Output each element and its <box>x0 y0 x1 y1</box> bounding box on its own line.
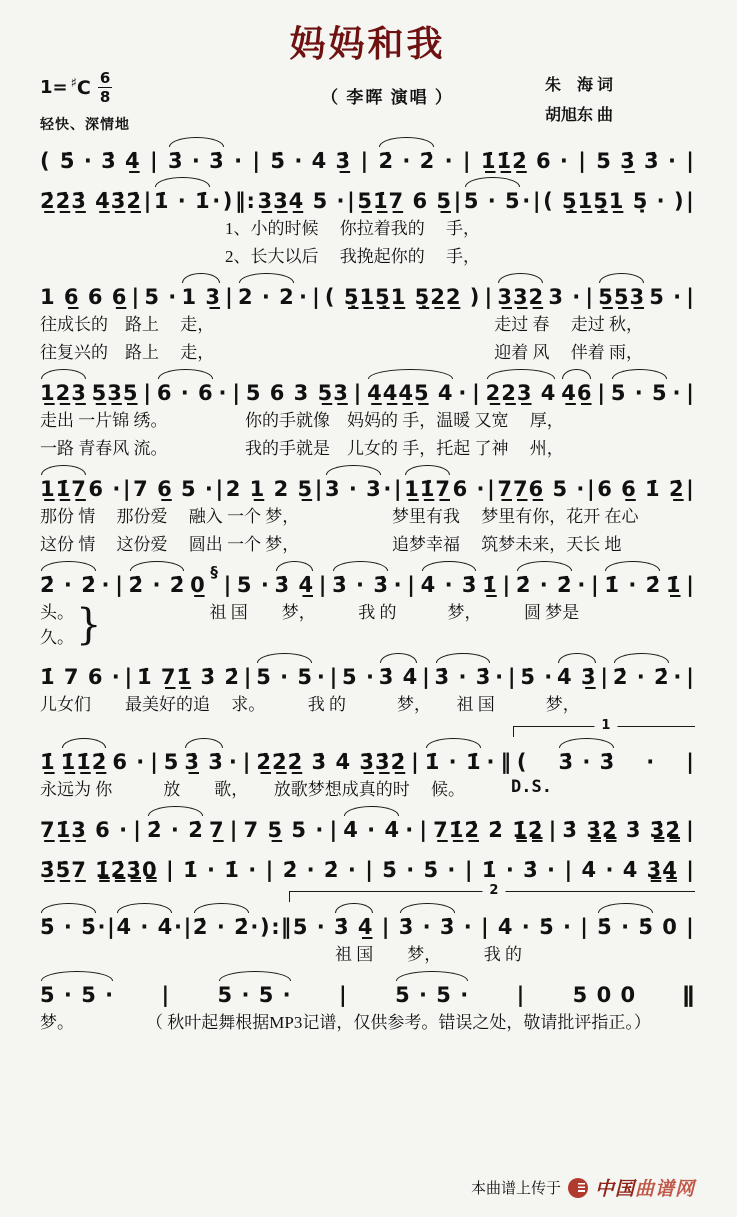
note-group: 3̲3̲2̲ <box>497 285 545 309</box>
barline: | <box>252 149 262 173</box>
note-group: 7̲7̲6̲ 5 · <box>497 477 586 501</box>
lyric-chunk: 往复兴的 路上 走， <box>40 343 215 362</box>
note-group: 1 3̲ <box>181 285 221 309</box>
barline: | <box>411 750 420 774</box>
barline: | <box>462 149 472 173</box>
note-group: · <box>458 381 468 405</box>
note-group: · <box>495 665 505 689</box>
lyric-chunk: 祖 国 梦， 我 的 梦， 圆 梦是 <box>209 603 580 622</box>
note-group: · <box>383 477 393 501</box>
lyricist-credit: 朱 海 词 <box>545 77 614 94</box>
barline: | <box>265 858 275 882</box>
site-footer <box>471 1174 695 1201</box>
lyrics-line <box>40 532 695 558</box>
note-group: 4̇ · 4̇ <box>343 818 401 842</box>
lyrics-line: 儿女们 最美好的追 求。 我 的 梦， 祖 国 梦， <box>40 695 580 714</box>
note-group: 0 <box>662 915 678 939</box>
barline: | <box>339 983 348 1007</box>
note-group: 6 · <box>452 477 486 501</box>
barline: | <box>223 573 233 597</box>
note-group: :‖ <box>271 915 293 939</box>
note-group: 5 · <box>144 285 178 309</box>
note-group: · <box>463 915 473 939</box>
note-group: 7̲ <box>208 818 225 842</box>
barline: | <box>422 665 431 689</box>
lyrics-line <box>40 777 695 803</box>
music-line-2 <box>40 174 695 214</box>
lyric-chunk: 走过 春 走过 秋， <box>494 315 643 334</box>
barline: | <box>591 573 600 597</box>
barline: | <box>360 149 370 173</box>
note-group: 3̇ 4̇ <box>378 665 419 689</box>
note-group: 2̲2̲3̲ 4 <box>485 381 557 405</box>
segno-icon: § <box>210 563 219 581</box>
barline: | <box>365 858 374 882</box>
note-group: 3̲̇5̲̇7̲ 1̳̇2̳̇3̳̇0̳ <box>40 858 158 882</box>
barline: | <box>686 477 695 501</box>
note-group: 2̲̇2̲̇3̲̇ 4̲̇3̲̇2̲̇ <box>40 189 142 213</box>
lyrics-line <box>40 408 695 434</box>
note-group: ( 5̲̣1̲5̲̣1̲ 5̲̣2̲2̲ ) <box>324 285 481 309</box>
note-group: 5 <box>163 750 180 774</box>
note-group: 5 · <box>649 285 683 309</box>
note-group: 1̲̇1̲̇2̲̇ <box>60 750 108 774</box>
note-group: 5̲5̲3̲ <box>598 285 646 309</box>
note-group: 5 · 5 · <box>40 983 115 1007</box>
barline: | <box>686 573 695 597</box>
note-group: 3̇ · 3̇ <box>167 149 225 173</box>
note-group: 1̲̇ <box>665 573 682 597</box>
volta-number: 2 <box>482 883 505 898</box>
music-line-4 <box>40 366 695 406</box>
note-group: 3̲3̲4̲ 5 · <box>257 189 346 213</box>
note-group: · <box>316 665 326 689</box>
note-group: 3̇ · 3̇ <box>332 573 389 597</box>
barline: | <box>564 858 574 882</box>
barline: | <box>686 189 695 213</box>
lyrics-line: 祖 国 梦， 我 的 <box>335 945 522 964</box>
note-group: 5̇ · 5̇ <box>40 915 97 939</box>
barline: | <box>215 477 225 501</box>
lyric-chunk: 走出 一片锦 绣。 <box>40 411 168 430</box>
note-group: 1̲2̲3̲ <box>40 381 87 405</box>
music-line-12 <box>40 968 698 1008</box>
music-line-7 <box>40 650 695 690</box>
volta-bracket-1 <box>516 718 695 774</box>
note-group: 1̇ · 1̇ · <box>183 858 258 882</box>
note-group: 1̲̇ <box>40 750 56 774</box>
note-group: 7 6̲ 5 · <box>133 477 214 501</box>
note-group: ) <box>222 189 234 213</box>
note-group: 3̇ · 3̇ <box>558 750 616 774</box>
note-group: · <box>673 665 683 689</box>
note-group: ( <box>40 149 51 173</box>
barline: | <box>314 477 324 501</box>
note-group: 2̇ · 2̇ <box>147 818 204 842</box>
note-group: 3̇ 4̲̇ <box>334 915 374 939</box>
note-group: · <box>672 381 682 405</box>
note-group: 4̇ · 4̇ 3̳̇4̳̇ <box>581 858 678 882</box>
barline: | <box>507 665 517 689</box>
lyrics-line <box>40 600 695 650</box>
music-line-1 <box>40 134 695 174</box>
note-group: 1̇ · 2̇ <box>604 573 662 597</box>
lyrics-verse-2: 2、长大以后 我挽起你的 手， <box>225 247 480 266</box>
lyric-chunk: 一路 青春风 流。 <box>40 439 168 458</box>
music-line-11 <box>40 883 695 940</box>
key-letter: C <box>76 76 91 99</box>
lyric-chunk: 你的手就像 妈妈的 手，温暖 又宽 厚， <box>245 411 564 430</box>
brace: } <box>76 600 102 650</box>
site-name-part1: 中国 <box>594 1179 635 1200</box>
music-line-8 <box>40 718 695 775</box>
note-group: 2̇ · 2̇ <box>515 573 573 597</box>
note-group: · <box>393 573 403 597</box>
note-group: 5̇ · 5̇ <box>597 915 654 939</box>
note-group: · <box>577 573 587 597</box>
note-group: 5 · <box>236 573 270 597</box>
barline: | <box>122 477 132 501</box>
key-prefix: 1= <box>40 77 68 98</box>
note-group: · <box>234 149 244 173</box>
barline: | <box>516 983 526 1007</box>
composer-credit: 胡旭东 曲 <box>545 107 614 124</box>
barline: | <box>453 189 463 213</box>
lyric-chunk: 往成长的 路上 走， <box>40 315 215 334</box>
music-line-9 <box>40 803 695 843</box>
note-group: 2̇ · 2̇ <box>612 665 670 689</box>
barline: | <box>686 818 695 842</box>
music-line-5 <box>40 462 695 502</box>
barline: | <box>532 189 542 213</box>
music-line-3 <box>40 270 695 310</box>
barline: | <box>548 818 558 842</box>
barline: | <box>166 858 175 882</box>
note-group: 3̇ · 3̇ <box>434 665 492 689</box>
sharp-accidental: ♯ <box>70 76 77 91</box>
lyric-chunk: 追梦幸福 筑梦未来，天长 地 <box>392 535 622 554</box>
key-signature <box>40 69 230 106</box>
barline: | <box>393 477 403 501</box>
lyric-chunk: 久。 <box>40 628 74 647</box>
note-group: 2̲̇2̲̇2̲̇ 3̇ 4̇ 3̲̇3̲̇2̲̇ <box>256 750 407 774</box>
note-group: 2 · 2 <box>237 285 295 309</box>
barline: | <box>586 477 596 501</box>
lyric-chunk: 梦。 <box>40 1013 74 1032</box>
note-group: 6 · <box>112 750 146 774</box>
barline: | <box>686 750 695 774</box>
barline: | <box>115 573 124 597</box>
barline: | <box>686 665 695 689</box>
note-group: 5 · 5 · <box>217 983 292 1007</box>
note-group: 6 6̲ 1̇ 2̲̇ <box>597 477 685 501</box>
key-signature-block <box>40 69 230 134</box>
barline: | <box>407 573 416 597</box>
barline: | <box>419 818 429 842</box>
barline: | <box>353 381 363 405</box>
site-logo-icon <box>568 1178 588 1198</box>
note-group: 1 6̲ 6 6̲ <box>40 285 128 309</box>
note-group: · <box>298 285 308 309</box>
barline: | <box>143 189 153 213</box>
note-group: 2̇ · 2̇ <box>192 915 250 939</box>
barline: | <box>502 573 512 597</box>
note-group: 5 · 5 <box>610 381 668 405</box>
note-group: 4̲6̲ <box>561 381 593 405</box>
barline: | <box>480 915 490 939</box>
barline: | <box>229 818 239 842</box>
note-group: 1̲1̲̇7̲ <box>40 477 87 501</box>
lyrics-line <box>40 436 695 462</box>
note-group: 4̇ 3̲̇ <box>557 665 597 689</box>
lyrics-line <box>40 312 695 338</box>
note-group: · <box>486 750 496 774</box>
note-group: 5̇ · 3̇ 4̲̇ <box>59 149 141 173</box>
lyric-chunk: 迎着 风 伴着 雨， <box>494 343 643 362</box>
note-group: 4̇ · 5̇ · <box>497 915 572 939</box>
barline: | <box>585 285 595 309</box>
barline: | <box>381 915 391 939</box>
note-group: 4̇ · 3̇ <box>420 573 478 597</box>
volta-number: 1 <box>594 718 617 733</box>
note-group: 2̇ · 2̇ <box>40 573 97 597</box>
note-group: 5̲3̲5̲ <box>91 381 139 405</box>
note-group: 4̲4̲4̲5̲ 4 <box>367 381 454 405</box>
barline: | <box>124 665 134 689</box>
note-group: 7 5̲ 5 · <box>243 818 325 842</box>
lyrics-line <box>40 1010 695 1036</box>
note-group: 5 · <box>342 665 375 689</box>
note-group: ) <box>260 915 271 939</box>
note-group: · <box>218 381 228 405</box>
note-group: 1̲̇ <box>482 573 498 597</box>
note-group: · <box>212 189 222 213</box>
note-group: · <box>173 915 183 939</box>
note-group: ‖ <box>681 983 698 1007</box>
note-group: 5 · 5 · <box>395 983 470 1007</box>
site-name-part2: 曲谱网 <box>634 1179 695 1200</box>
note-group: 1̇ · 1̇ <box>424 750 482 774</box>
barline: | <box>472 381 481 405</box>
note-group: 5 · <box>292 915 326 939</box>
dal-segno-mark: D.S. <box>511 777 552 797</box>
note-group: 0̲ <box>190 573 206 597</box>
performer-subtitle: （ 李晖 演唱 ） <box>321 88 454 107</box>
barline: | <box>686 381 695 405</box>
note-group: 4̇ · 4̇ <box>116 915 174 939</box>
note-group: 1̇ · 1̇ <box>153 189 211 213</box>
note-group: 6 · <box>88 477 122 501</box>
barline: | <box>578 149 587 173</box>
note-group: 1̇ 7 6 · <box>40 665 121 689</box>
note-group: · <box>444 149 454 173</box>
note-group: · <box>405 818 415 842</box>
site-name <box>595 1174 695 1201</box>
time-signature <box>98 69 112 106</box>
lyrics-line <box>40 504 695 530</box>
note-group: 5 · 5 <box>256 665 314 689</box>
barline: | <box>600 665 610 689</box>
note-group: ( <box>516 750 528 774</box>
lyric-chunk: 我的手就是 儿女的 手，托起 了神 州， <box>245 439 564 458</box>
volta-bracket-2 <box>292 883 695 939</box>
note-group: 6 · 6 <box>156 381 214 405</box>
note-group: 3̇ · 3̇ <box>398 915 456 939</box>
barline: | <box>329 818 339 842</box>
lyric-chunk: 这份 情 这份爱 圆出 一个 梦， <box>40 535 300 554</box>
note-group: 5 · 5 <box>463 189 521 213</box>
note-group: 5 0 0 <box>572 983 637 1007</box>
note-group: 5 3̲̇ 3̇ · <box>596 149 677 173</box>
note-group: 1̲1̲̇7̲ <box>404 477 452 501</box>
barline: | <box>107 915 116 939</box>
note-group: · <box>522 189 532 213</box>
note-group: 1̇ 7̲1̲̇ 3̇ 2̇ <box>136 665 240 689</box>
note-group: 3 · <box>548 285 582 309</box>
note-group: 3 · 3 <box>324 477 382 501</box>
note-group: · <box>97 915 107 939</box>
note-group: 3̇ 4̲̇ <box>274 573 315 597</box>
note-group: · <box>646 750 656 774</box>
barline: | <box>243 665 253 689</box>
score-header <box>40 69 695 134</box>
barline: | <box>686 149 695 173</box>
note-group: ( 5̲̣1̲5̲̣1̲ 5̣ · ) <box>543 189 685 213</box>
barline: | <box>464 858 474 882</box>
barline: | <box>487 477 496 501</box>
barline: | <box>183 915 193 939</box>
barline: | <box>329 665 339 689</box>
note-group: 3̲̇ 3̇ <box>184 750 224 774</box>
note-group: 5̲1̲̇7̲ 6 5̲ <box>357 189 453 213</box>
note-group: 2̇ · 2̇ <box>128 573 186 597</box>
barline: | <box>225 285 234 309</box>
note-group: 5̇ · 4̇ 3̲̇ <box>270 149 352 173</box>
upload-text: 本曲谱上传于 <box>470 1181 561 1197</box>
barline: | <box>686 858 695 882</box>
lyric-chunk: 那份 情 那份爱 融入 一个 梦， <box>40 507 300 526</box>
barline: | <box>131 285 141 309</box>
note-group: 2̇ · 2̇ · <box>282 858 357 882</box>
note-group: · <box>228 750 238 774</box>
credits-block <box>545 71 695 131</box>
barline: | <box>150 750 159 774</box>
note-group: 7̲1̲̇2̲̇ 2̇ 1̳̇2̳̇ <box>433 818 544 842</box>
tempo-marking: 轻快、深情地 <box>40 116 130 132</box>
barline: | <box>143 381 153 405</box>
barline: | <box>347 189 356 213</box>
song-title: 妈妈和我 <box>289 24 446 64</box>
lyric-stack <box>40 600 74 650</box>
barline: | <box>312 285 321 309</box>
note-group: · <box>250 915 260 939</box>
barline: | <box>133 818 142 842</box>
barline: | <box>161 983 171 1007</box>
barline: | <box>318 573 328 597</box>
lyric-chunk: 头。 <box>40 603 74 622</box>
note-group: 3̇ 3̳̇2̳̇ 3̇ 3̳̇2̳̇ <box>562 818 682 842</box>
lyric-chunk: 永远为 你 放 歌， 放歌梦想成真的时 候。 <box>40 780 465 799</box>
note-group: 1̇ · 3̇ · <box>481 858 557 882</box>
barline: | <box>149 149 159 173</box>
lyrics-line <box>40 340 695 366</box>
note-group: ‖ <box>500 750 512 774</box>
music-line-10 <box>40 843 695 883</box>
barline: | <box>580 915 589 939</box>
note-group: 1̲̇1̲̇2̲̇ 6 · <box>480 149 569 173</box>
transcriber-note: （ 秋叶起舞根据MP3记谱，仅供参考。错误之处，敬请批评指正。） <box>146 1013 651 1032</box>
note-group: · <box>101 573 111 597</box>
barline: | <box>686 285 695 309</box>
barline: | <box>484 285 494 309</box>
note-group: 5̇ · 5̇ · <box>382 858 457 882</box>
music-line-6 <box>40 558 695 598</box>
meter-numerator: 6 <box>99 69 111 87</box>
barline: | <box>597 381 606 405</box>
note-group: 2 1̲ 2 5̲ <box>225 477 314 501</box>
meter-denominator: 8 <box>99 88 111 106</box>
barline: | <box>686 915 695 939</box>
barline: | <box>242 750 252 774</box>
note-group: ‖: <box>234 189 256 213</box>
barline: | <box>232 381 241 405</box>
note-group: 5 6 3 5̲3̲ <box>245 381 349 405</box>
lyrics-verse-1: 1、小的时候 你拉着我的 手， <box>225 219 480 238</box>
note-group: 2̇ · 2̇ <box>378 149 436 173</box>
lyric-chunk: 梦里有我 梦里有你，花开 在心 <box>392 507 639 526</box>
note-group: 7̲1̲̇3̲ 6 · <box>40 818 129 842</box>
note-group: 5̇ · <box>520 665 554 689</box>
